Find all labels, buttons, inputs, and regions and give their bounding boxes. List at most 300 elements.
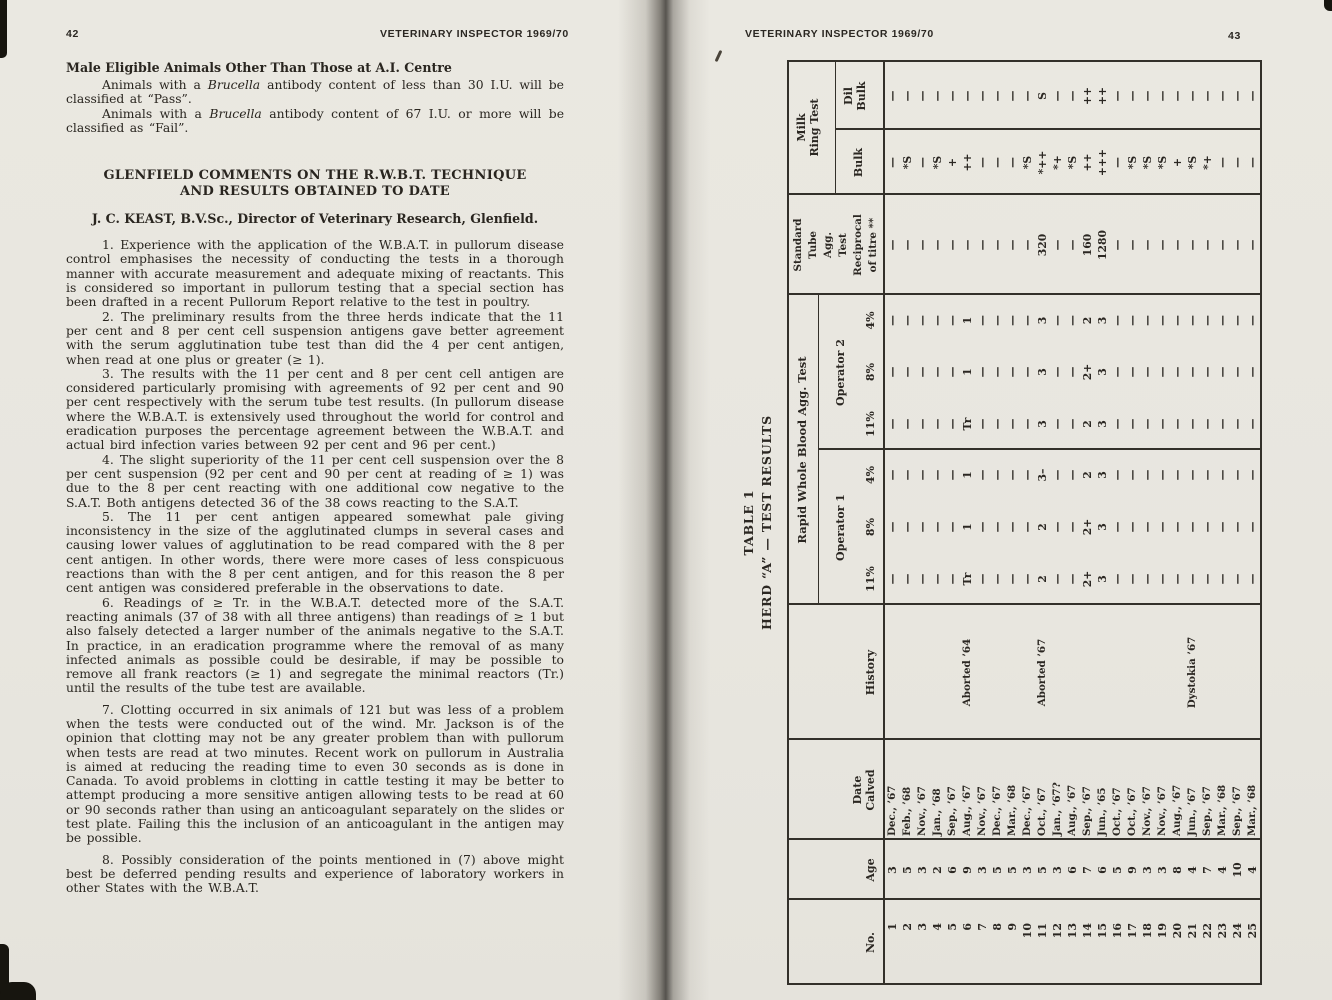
scan-edge-artifact — [0, 982, 36, 1000]
cell-o2_11: — — [886, 418, 899, 430]
cell-date: Sep., ’67 — [1201, 786, 1213, 836]
cell-o2_11: — — [931, 418, 944, 430]
cell-o1_11: — — [1051, 573, 1064, 585]
cell-no: 21 — [1186, 923, 1199, 939]
cell-o1_11: — — [1021, 573, 1034, 585]
cell-o2_4: — — [1126, 315, 1139, 326]
pen-mark-artifact — [715, 50, 723, 62]
cell-dil: — — [1111, 90, 1124, 102]
cell-no: 25 — [1246, 923, 1259, 939]
cell-date: Oct., ’67 — [1036, 787, 1048, 836]
cell-o2_8: 3 — [1036, 368, 1049, 376]
cell-age: 7 — [1201, 866, 1214, 874]
cell-dil: ++ — [1081, 86, 1094, 106]
cell-o1_4: — — [976, 469, 989, 481]
cell-o1_11: — — [1186, 573, 1199, 585]
cell-date: Mar., ’68 — [1216, 784, 1228, 836]
col-header-dil-bulk — [842, 62, 868, 130]
article-paragraph-4: 4. The slight superiority of the 11 per cent cell suspension over the 8 per cent suspension (92 per cent and 90 per cent at reading of ≥ 1) was due to the 8 per cent reacting with one additional cow negative to the S.A.T. Both antigens detected 36 of the 38 cows reacting to the S.A.T. — [66, 452, 564, 510]
cell-dil: — — [1156, 90, 1169, 102]
cell-date: Sep., ’67 — [1231, 786, 1243, 836]
cell-o2_4: — — [916, 315, 929, 326]
col-header-op1-4pct: 4% — [864, 465, 877, 485]
cell-o2_8: — — [1231, 366, 1244, 378]
cell-o2_4: — — [1246, 315, 1259, 326]
cell-o1_4: — — [946, 469, 959, 481]
cell-o2_11: — — [1201, 418, 1214, 430]
col-header-milk-ring — [795, 60, 821, 195]
col-header-rwbat: Rapid Whole Blood Agg. Test — [795, 356, 809, 544]
cell-age: 6 — [946, 866, 959, 874]
cell-dil: — — [886, 90, 899, 102]
cell-o1_4: 3– — [1036, 468, 1049, 482]
header-line: of titre ** — [867, 217, 879, 273]
cell-o1_4: — — [1231, 469, 1244, 481]
article-paragraph-3: 3. The results with the 11 per cent and 8 per cent cell antigen are considered particularly promising with agreements of 92 per cent and 90 per cent respectively with the serum tube test results. (In pullorum disease where the W.B.A.T. is extensively used throughout the world for control and eradication purposes the percentage agreement between the W.B.A.T. and actual bird infection varies between 92 per cent and 96 per cent.) — [66, 366, 564, 453]
cell-o2_11: — — [1111, 418, 1124, 430]
cell-tube: — — [886, 239, 899, 251]
cell-o1_11: — — [886, 573, 899, 585]
cell-age: 3 — [1156, 866, 1169, 874]
cell-age: 2 — [931, 866, 944, 874]
cell-o2_4: — — [1111, 315, 1124, 326]
cell-o2_4: — — [1186, 315, 1199, 326]
cell-o1_4: — — [1141, 469, 1154, 481]
header-line: Bulk — [855, 81, 868, 111]
cell-age: 9 — [1126, 866, 1139, 874]
cell-age: 4 — [1246, 866, 1259, 874]
cell-no: 2 — [901, 923, 914, 931]
cell-o1_11: 2 — [1036, 575, 1049, 583]
cell-o1_8: — — [1111, 521, 1124, 533]
cell-o1_11: — — [976, 573, 989, 585]
cell-no: 1 — [886, 923, 899, 931]
cell-o1_8: — — [1126, 521, 1139, 533]
cell-dil: — — [1171, 90, 1184, 102]
cell-o2_4: — — [1156, 315, 1169, 326]
cell-tube: — — [1186, 239, 1199, 251]
italic-term: Brucella — [207, 78, 261, 92]
text-run: antibody content of less than 30 I.U. will be classified at “Pass”. — [66, 78, 564, 107]
cell-o1_8: 3 — [1096, 523, 1109, 531]
cell-o2_4: — — [1021, 315, 1034, 326]
cell-no: 16 — [1111, 923, 1124, 939]
cell-tube: — — [1201, 239, 1214, 251]
cell-o1_4: 2 — [1081, 471, 1094, 479]
cell-tube: — — [1246, 239, 1259, 251]
cell-o1_8: — — [886, 521, 899, 533]
cell-bulk: ++ — [1081, 153, 1094, 172]
cell-o1_11: — — [916, 573, 929, 585]
cell-o1_4: — — [916, 469, 929, 481]
cell-bulk: *S — [1126, 155, 1139, 170]
cell-o2_8: — — [1171, 366, 1184, 378]
cell-bulk: *S — [1021, 155, 1034, 170]
cell-o1_4: — — [1021, 469, 1034, 481]
cell-o1_11: — — [1126, 573, 1139, 585]
cell-no: 3 — [916, 923, 929, 931]
cell-dil: — — [961, 90, 974, 102]
cell-tube: — — [931, 239, 944, 251]
col-header-date-calved — [851, 740, 877, 840]
cell-age: 5 — [1111, 866, 1124, 874]
herd-a-results-table — [740, 60, 1262, 985]
cell-o1_11: 3 — [1096, 575, 1109, 583]
cell-date: Sep., ’67 — [946, 786, 958, 836]
cell-o1_11: — — [901, 573, 914, 585]
cell-no: 14 — [1081, 923, 1094, 939]
cell-o2_8: — — [1066, 366, 1079, 378]
cell-no: 8 — [991, 923, 1004, 931]
cell-o1_11: — — [991, 573, 1004, 585]
cell-o2_8: 2+ — [1081, 363, 1094, 381]
cell-o1_4: — — [931, 469, 944, 481]
cell-age: 3 — [886, 866, 899, 874]
cell-o1_11: — — [1171, 573, 1184, 585]
cell-o1_4: — — [1066, 469, 1079, 481]
cell-no: 9 — [1006, 923, 1019, 931]
header-line: Tube — [807, 231, 819, 259]
cell-o1_4: — — [1171, 469, 1184, 481]
cell-tube: 320 — [1036, 233, 1049, 257]
cell-tube: — — [1051, 239, 1064, 251]
cell-tube: — — [1141, 239, 1154, 251]
cell-age: 4 — [1216, 866, 1229, 874]
cell-o1_8: 2 — [1036, 523, 1049, 531]
header-line: Test — [837, 233, 849, 257]
cell-bulk: *++ — [1036, 150, 1049, 175]
cell-o1_8: 2+ — [1081, 518, 1094, 536]
cell-o2_11: — — [1186, 418, 1199, 430]
cell-dil: — — [1201, 90, 1214, 102]
cell-o2_11: 3 — [1096, 420, 1109, 428]
cell-age: 3 — [1051, 866, 1064, 874]
article-byline: J. C. KEAST, B.V.Sc., Director of Veterinary Research, Glenfield. — [91, 211, 539, 227]
cell-o2_11: — — [1156, 418, 1169, 430]
header-line: Ring Test — [808, 98, 821, 157]
right-page-number: 43 — [1228, 30, 1241, 42]
cell-age: 5 — [991, 866, 1004, 874]
cell-no: 23 — [1216, 923, 1229, 939]
cell-tube: — — [991, 239, 1004, 251]
cell-date: Oct., ’67 — [1126, 787, 1138, 836]
article-paragraph-2: 2. The preliminary results from the three herds indicate that the 11 per cent and 8 per cent cell suspension antigens gave better agreement with the serum agglutination tube test than did the 4 per cent antigen, when read at one plus or greater (≥ 1). — [66, 309, 564, 367]
cell-o2_11: Tr — [961, 417, 974, 431]
article-paragraph-6: 6. Readings of ≥ Tr. in the W.B.A.T. detected more of the S.A.T. reacting animals (37 of 38 with all three antigens) than readings of ≥ 1 but also falsely detected a larger number of the animals negative to the S.A.T. In practice, in an eradication programme where the removal of as many infected animals as possible could be desirable, if may be possible to remove all frank reactors (≥ 1) and segregate the minimal reactors (Tr.) until the results of the tube test are available. — [66, 595, 564, 696]
cell-dil: — — [991, 90, 1004, 102]
cell-o1_4: — — [1006, 469, 1019, 481]
text-run: Animals with a — [102, 78, 208, 92]
cell-date: Aug., ’67 — [1171, 784, 1183, 836]
cell-o1_8: — — [1156, 521, 1169, 533]
cell-age: 3 — [1021, 866, 1034, 874]
cell-o1_4: — — [1246, 469, 1259, 481]
cell-o1_4: — — [1111, 469, 1124, 481]
cell-o2_8: — — [1216, 366, 1229, 378]
col-header-no: No. — [864, 931, 877, 954]
cell-bulk: + — [946, 157, 959, 168]
cell-no: 22 — [1201, 923, 1214, 939]
cell-o1_8: — — [1141, 521, 1154, 533]
cell-tube: — — [1111, 239, 1124, 251]
cell-o2_11: — — [901, 418, 914, 430]
cell-o2_4: 3 — [1036, 316, 1049, 325]
cell-o1_11: — — [1006, 573, 1019, 585]
article-body — [66, 238, 564, 895]
col-header-op2-11pct: 11% — [864, 411, 877, 437]
cell-o2_11: — — [1006, 418, 1019, 430]
cell-o2_8: — — [976, 366, 989, 378]
cell-date: Dec., ’67 — [991, 785, 1003, 836]
cell-o1_11: — — [1066, 573, 1079, 585]
cell-o2_11: — — [1231, 418, 1244, 430]
cell-o1_8: — — [1021, 521, 1034, 533]
cell-dil: — — [1186, 90, 1199, 102]
cell-age: 10 — [1231, 862, 1244, 878]
cell-bulk: *+ — [1201, 155, 1214, 170]
cell-age: 3 — [1141, 866, 1154, 874]
cell-date: Jan., ’67? — [1051, 782, 1063, 836]
cell-o1_4: — — [1216, 469, 1229, 481]
cell-o2_11: — — [991, 418, 1004, 430]
cell-o1_8: — — [1006, 521, 1019, 533]
cell-dil: — — [1006, 90, 1019, 102]
right-running-title: VETERINARY INSPECTOR 1969/70 — [745, 28, 934, 40]
cell-o2_4: — — [1141, 315, 1154, 326]
table-title: TABLE 1 — [741, 489, 756, 556]
table-subtitle: HERD “A” — TEST RESULTS — [759, 415, 774, 630]
cell-bulk: *S — [1186, 155, 1199, 170]
col-header-op2-4pct: 4% — [864, 311, 877, 330]
cell-dil: — — [946, 90, 959, 102]
cell-dil: — — [1141, 90, 1154, 102]
cell-o1_4: — — [1156, 469, 1169, 481]
cell-bulk: — — [991, 157, 1004, 168]
cell-date: Jan., ’68 — [931, 788, 943, 836]
cell-o1_8: — — [931, 521, 944, 533]
cell-o1_8: — — [976, 521, 989, 533]
cell-o1_11: — — [1141, 573, 1154, 585]
cell-no: 10 — [1021, 923, 1034, 939]
cell-tube: 160 — [1081, 233, 1094, 257]
cell-o1_4: — — [886, 469, 899, 481]
cell-o2_8: — — [1246, 366, 1259, 378]
cell-age: 6 — [1096, 866, 1109, 874]
cell-o2_4: — — [991, 315, 1004, 326]
cell-o2_4: — — [1171, 315, 1184, 326]
cell-no: 15 — [1096, 923, 1109, 939]
cell-o1_8: — — [901, 521, 914, 533]
cell-o2_4: — — [946, 315, 959, 326]
cell-o1_11: — — [1111, 573, 1124, 585]
cell-tube: — — [1171, 239, 1184, 251]
article-heading-line2: AND RESULTS OBTAINED TO DATE — [179, 183, 451, 199]
cell-o2_11: — — [1171, 418, 1184, 430]
cell-o2_8: — — [886, 366, 899, 378]
cell-bulk: — — [1246, 157, 1259, 168]
header-line: Calved — [864, 769, 877, 811]
cell-o2_11: — — [1051, 418, 1064, 430]
cell-o2_11: 2 — [1081, 420, 1094, 428]
section-paragraph — [66, 78, 564, 107]
cell-o1_8: — — [1171, 521, 1184, 533]
cell-o2_8: — — [1201, 366, 1214, 378]
cell-o2_11: — — [916, 418, 929, 430]
cell-o2_8: — — [1141, 366, 1154, 378]
cell-o2_8: — — [1111, 366, 1124, 378]
cell-dil: S — [1036, 92, 1049, 100]
header-line: Standard — [792, 218, 804, 272]
col-header-op1-8pct: 8% — [864, 517, 877, 537]
cell-o1_4: — — [1186, 469, 1199, 481]
text-run: Animals with a — [102, 106, 210, 121]
cell-date: Nov., ’67 — [976, 786, 988, 836]
article-paragraph-8: 8. Possibly consideration of the points mentioned in (7) above might best be deferred pending results and experience of laboratory workers in other States with the W.B.A.T. — [66, 852, 564, 896]
cell-bulk: *S — [1066, 155, 1079, 170]
article-heading-line1: GLENFIELD COMMENTS ON THE R.W.B.T. TECHNIQUE — [103, 168, 527, 184]
cell-date: Mar., ’68 — [1006, 784, 1018, 836]
cell-o1_8: — — [991, 521, 1004, 533]
cell-date: Nov., ’67 — [916, 786, 928, 836]
col-header-history: History — [864, 649, 877, 696]
cell-o1_11: — — [1246, 573, 1259, 585]
table-rule — [1260, 60, 1262, 985]
cell-no: 5 — [946, 923, 959, 931]
cell-bulk: — — [1111, 157, 1124, 168]
cell-o2_4: — — [1066, 315, 1079, 326]
cell-no: 24 — [1231, 923, 1244, 939]
cell-tube: — — [1021, 239, 1034, 251]
col-header-operator2: Operator 2 — [834, 339, 847, 406]
cell-date: Aug., ’67 — [1066, 784, 1078, 836]
cell-no: 7 — [976, 923, 989, 931]
cell-tube: — — [976, 239, 989, 251]
cell-o2_8: 3 — [1096, 368, 1109, 376]
cell-bulk: *S — [1141, 155, 1154, 170]
left-page-text-column — [66, 60, 564, 896]
cell-o2_4: — — [1201, 315, 1214, 326]
scan-edge-artifact — [1324, 0, 1332, 11]
cell-o1_4: — — [991, 469, 1004, 481]
cell-bulk: *S — [931, 155, 944, 170]
cell-bulk: *S — [1156, 155, 1169, 170]
cell-o1_8: — — [916, 521, 929, 533]
cell-dil: — — [1021, 90, 1034, 102]
cell-dil: — — [1216, 90, 1229, 102]
cell-o2_11: — — [1021, 418, 1034, 430]
cell-o1_11: 2+ — [1081, 570, 1094, 588]
col-header-bulk: Bulk — [852, 147, 865, 178]
cell-age: 4 — [1186, 866, 1199, 874]
cell-age: 3 — [976, 866, 989, 874]
section-paragraph — [66, 107, 564, 136]
cell-o2_8: — — [1156, 366, 1169, 378]
cell-dil: — — [1051, 90, 1064, 102]
cell-age: 5 — [1036, 866, 1049, 874]
cell-o1_11: — — [1156, 573, 1169, 585]
cell-o2_8: 1 — [961, 368, 974, 376]
book-spine-shadow — [618, 0, 710, 1000]
cell-bulk: — — [886, 157, 899, 168]
cell-o2_4: — — [1231, 315, 1244, 326]
cell-o1_4: — — [1126, 469, 1139, 481]
cell-o2_4: — — [901, 315, 914, 326]
cell-age: 7 — [1081, 866, 1094, 874]
col-header-standard-tube — [791, 195, 881, 295]
cell-o1_4: — — [1201, 469, 1214, 481]
cell-history: Aborted ’67 — [1036, 638, 1048, 707]
cell-bulk: + — [1171, 157, 1184, 168]
cell-o2_4: — — [1216, 315, 1229, 326]
cell-tube: — — [946, 239, 959, 251]
scan-edge-artifact — [0, 0, 7, 58]
header-line: Dil — [842, 87, 855, 105]
cell-o2_8: — — [946, 366, 959, 378]
cell-no: 18 — [1141, 923, 1154, 939]
italic-term: Brucella — [209, 106, 262, 121]
article-paragraph-7: 7. Clotting occurred in six animals of 121 but was less of a problem when the tests were conducted out of the wind. Mr. Jackson is of the opinion that clotting may not be any greater problem than with pullorum when tests are read at two minutes. Recent work on pullorum in Australia is aimed at reducing the reading time to even 30 seconds as is done in Canada. To avoid problems in clotting in cattle testing it may be better to attempt producing a more sensitive antigen allowing tests to be read at 60 or 90 seconds rather than using an anticoagulant separately on the slides or test plate. Failing this the inclusion of an anticoagulant in the antigen may be possible. — [66, 702, 564, 846]
cell-o2_11: — — [946, 418, 959, 430]
cell-age: 9 — [961, 866, 974, 874]
cell-o1_4: — — [901, 469, 914, 481]
cell-o2_11: — — [976, 418, 989, 430]
cell-o2_8: — — [1186, 366, 1199, 378]
cell-dil: — — [1066, 90, 1079, 102]
cell-o1_11: — — [1231, 573, 1244, 585]
cell-bulk: +++ — [1096, 148, 1109, 177]
cell-o2_11: — — [1216, 418, 1229, 430]
cell-o1_11: Tr — [961, 572, 974, 586]
cell-date: Nov., ’67 — [1141, 786, 1153, 836]
cell-o2_11: — — [1066, 418, 1079, 430]
cell-o1_8: — — [1216, 521, 1229, 533]
cell-o1_11: — — [1201, 573, 1214, 585]
cell-date: Dec., ’67 — [886, 785, 898, 836]
cell-tube: — — [1126, 239, 1139, 251]
cell-o2_4: — — [976, 315, 989, 326]
col-header-age: Age — [864, 858, 877, 882]
cell-bulk: *+ — [1051, 155, 1064, 170]
cell-history: Aborted ’64 — [961, 638, 973, 707]
cell-o2_4: — — [1051, 315, 1064, 326]
cell-tube: — — [1216, 239, 1229, 251]
table-rule — [787, 60, 789, 985]
cell-o2_8: — — [1051, 366, 1064, 378]
cell-o1_8: — — [946, 521, 959, 533]
cell-date: Jun., ’67 — [1186, 787, 1198, 836]
cell-tube: — — [1006, 239, 1019, 251]
cell-dil: — — [916, 90, 929, 102]
left-page-number: 42 — [66, 28, 79, 40]
cell-o1_8: — — [1186, 521, 1199, 533]
cell-no: 19 — [1156, 923, 1169, 939]
cell-age: 8 — [1171, 866, 1184, 874]
cell-o2_8: — — [916, 366, 929, 378]
cell-dil: — — [931, 90, 944, 102]
cell-tube: — — [1231, 239, 1244, 251]
cell-date: Aug., ’67 — [961, 784, 973, 836]
cell-o2_11: — — [1141, 418, 1154, 430]
cell-o1_4: 1 — [961, 471, 974, 479]
col-header-op2-8pct: 8% — [864, 362, 877, 382]
cell-no: 13 — [1066, 923, 1079, 939]
article-paragraph-5: 5. The 11 per cent antigen appeared somewhat pale giving inconsistency in the size of the agglutinated clumps in several cases and causing lower values of agglutination to be read compared with the 8 per cent antigen. In other words, there were more cases of less conspicuous reactions than with the 8 per cent antigen, and for this reason the 8 per cent antigen was considered preferable in the observations to date. — [66, 509, 564, 596]
col-header-op1-11pct: 11% — [864, 566, 877, 592]
cell-date: Jun., ’65 — [1096, 787, 1108, 836]
cell-age: 6 — [1066, 866, 1079, 874]
table-rule — [818, 295, 819, 605]
cell-no: 4 — [931, 923, 944, 931]
